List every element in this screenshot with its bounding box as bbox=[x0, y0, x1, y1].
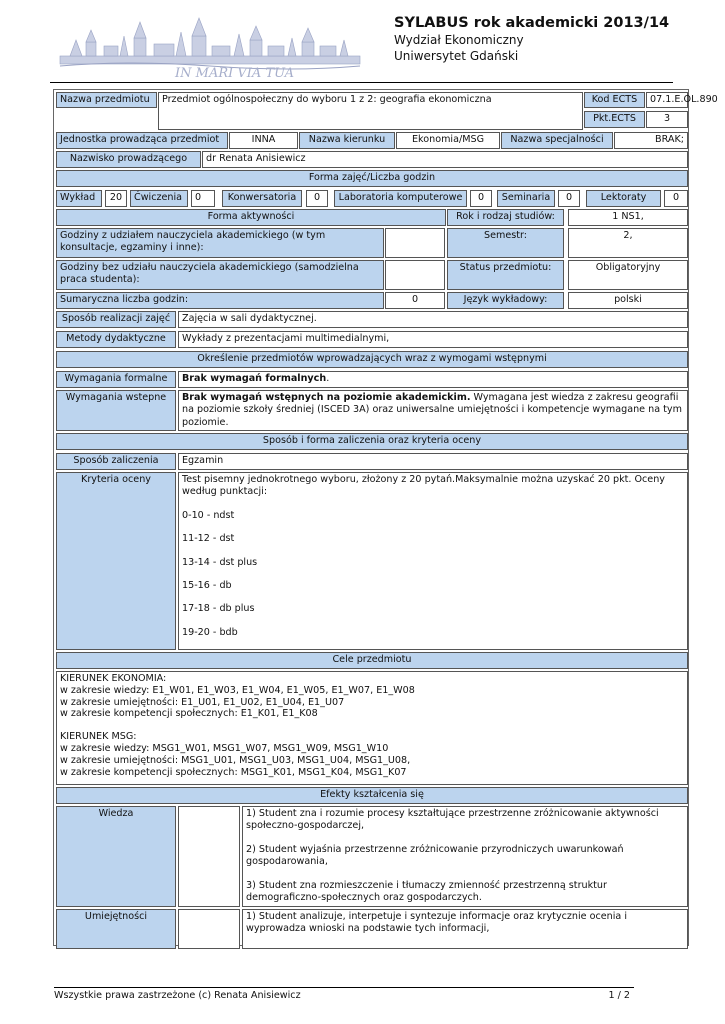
unit-label: Jednostka prowadząca przedmiot bbox=[56, 132, 228, 149]
ects-code: 07.1.E.OL.890 bbox=[646, 92, 688, 108]
goals-line: w zakresie umiejętności: MSG1_U01, MSG1_U03, MSG1_U04, MSG1_U08, bbox=[60, 754, 411, 766]
language-label: Język wykładowy: bbox=[447, 292, 564, 309]
unit-value: INNA bbox=[229, 132, 298, 149]
course-name-label: Nazwa przedmiotu bbox=[56, 92, 157, 108]
goals-economics-title: KIERUNEK EKONOMIA: bbox=[60, 673, 167, 684]
knowledge-codes bbox=[178, 806, 240, 907]
seminars-label: Seminaria bbox=[497, 190, 555, 207]
grade-line: 19-20 - bdb bbox=[182, 626, 238, 638]
specialty-label: Nazwa specjalności bbox=[501, 132, 613, 149]
lecture-label: Wykład bbox=[56, 190, 102, 207]
exercises-hours: 0 bbox=[191, 190, 215, 207]
goals-line: w zakresie wiedzy: E1_W01, E1_W03, E1_W04, E1_W05, E1_W07, E1_W08 bbox=[60, 684, 415, 696]
formal-requirements-label: Wymagania formalne bbox=[56, 371, 176, 388]
lecture-hours: 20 bbox=[105, 190, 127, 207]
criteria-label: Kryteria oceny bbox=[56, 472, 176, 650]
university-logo bbox=[50, 16, 370, 80]
logo-motto: IN MARI VIA TUA bbox=[175, 66, 295, 81]
total-hours-label: Sumaryczna liczba godzin: bbox=[56, 292, 384, 309]
status-value: Obligatoryjny bbox=[568, 260, 688, 290]
knowledge-label: Wiedza bbox=[56, 806, 176, 907]
syllabus-table bbox=[53, 89, 718, 946]
grade-line: 17-18 - db plus bbox=[182, 603, 255, 615]
didactic-methods-value: Wykłady z prezentacjami multimedialnymi, bbox=[178, 331, 688, 348]
lectorates-hours: 0 bbox=[664, 190, 688, 207]
copyright: Wszystkie prawa zastrzeżone (c) Renata Anisiewicz bbox=[54, 990, 301, 1001]
hours-with-teacher-value bbox=[385, 228, 445, 258]
goals-section-title: Cele przedmiotu bbox=[56, 652, 688, 669]
initial-requirements-value: Brak wymagań wstępnych na poziomie akademickim. Wymagana jest wiedza z zakresu geografii na poziomie szkoły średniej (ISCED 3A) oraz uniwersalne umiejętności i kompetencje wymagane na tym poziomie. bbox=[178, 390, 688, 431]
grade-line: 15-16 - db bbox=[182, 580, 232, 592]
lecturer-name: dr Renata Anisiewicz bbox=[202, 151, 688, 168]
header-divider bbox=[50, 82, 673, 83]
semester-value: 2, bbox=[568, 228, 688, 258]
course-name: Przedmiot ogólnospołeczny do wyboru 1 z 2: geografia ekonomiczna bbox=[158, 92, 583, 130]
goals-line: w zakresie kompetencji społecznych: E1_K01, E1_K08 bbox=[60, 708, 318, 720]
lecturer-label: Nazwisko prowadzącego bbox=[56, 151, 201, 168]
ects-code-label: Kod ECTS bbox=[584, 92, 645, 108]
hours-without-teacher-value bbox=[385, 260, 445, 290]
specialty-value: BRAK; bbox=[614, 132, 688, 149]
skills-label: Umiejętności bbox=[56, 909, 176, 949]
goals-line: w zakresie wiedzy: MSG1_W01, MSG1_W07, MSG1_W09, MSG1_W10 bbox=[60, 742, 389, 754]
study-year-value: 1 NS1, bbox=[568, 209, 688, 226]
goals-msg-title: KIERUNEK MSG: bbox=[60, 731, 137, 743]
ects-points-label: Pkt.ECTS bbox=[584, 111, 645, 128]
hours-without-teacher-label: Godziny bez udziału nauczyciela akademickiego (samodzielna praca studenta): bbox=[56, 260, 384, 290]
page-number: 1 / 2 bbox=[608, 990, 630, 1001]
language-value: polski bbox=[568, 292, 688, 309]
activity-form-label: Forma aktywności bbox=[56, 209, 446, 226]
footer-divider bbox=[54, 987, 634, 988]
faculty-name: Wydział Ekonomiczny bbox=[394, 33, 524, 47]
grade-line: 0-10 - ndst bbox=[182, 509, 235, 521]
direction-value: Ekonomia/MSG bbox=[396, 132, 500, 149]
exercises-label: Ćwiczenia bbox=[130, 190, 188, 207]
skills-codes bbox=[178, 909, 240, 949]
university-name: Uniwersytet Gdański bbox=[394, 49, 519, 63]
goals-line: w zakresie umiejętności: E1_U01, E1_U02, E1_U04, E1_U07 bbox=[60, 696, 345, 708]
direction-label: Nazwa kierunku bbox=[299, 132, 395, 149]
lectorates-label: Lektoraty bbox=[586, 190, 661, 207]
computer-lab-hours: 0 bbox=[470, 190, 492, 207]
outcome-item: 1) Student analizuje, interpetuje i syntezuje informacje oraz krytycznie ocenia i wyprowadza wnioski na podstawie tych informacji, bbox=[246, 911, 628, 935]
grade-line: 11-12 - dst bbox=[182, 533, 235, 545]
criteria-value bbox=[178, 472, 688, 650]
syllabus-title: SYLABUS rok akademicki 2013/14 bbox=[394, 15, 670, 31]
semester-label: Semestr: bbox=[447, 228, 564, 258]
goals-line: w zakresie kompetencji społecznych: MSG1_K01, MSG1_K04, MSG1_K07 bbox=[60, 766, 407, 778]
status-label: Status przedmiotu: bbox=[447, 260, 564, 290]
outcome-item: 1) Student zna i rozumie procesy kształtujące przestrzenne zróżnicowanie aktywności społeczno-gospodarczej, bbox=[246, 808, 659, 832]
formal-requirements-value: Brak wymagań formalnych. bbox=[178, 371, 688, 388]
hours-section-title: Forma zajęć/Liczba godzin bbox=[56, 170, 688, 187]
requirements-section-title: Określenie przedmiotów wprowadzających wraz z wymogami wstępnymi bbox=[56, 351, 688, 368]
conversatory-hours: 0 bbox=[306, 190, 328, 207]
computer-lab-label: Laboratoria komputerowe bbox=[334, 190, 467, 207]
total-hours-value: 0 bbox=[385, 292, 445, 309]
knowledge-outcomes bbox=[242, 806, 688, 907]
criteria-intro: Test pisemny jednokrotnego wyboru, złożony z 20 pytań.Maksymalnie można uzyskać 20 pkt. Oceny według punktacji: bbox=[182, 474, 665, 498]
outcome-item: 3) Student zna rozmieszczenie i tłumaczy zmienność przestrzenną struktur demograficzno-społecznych oraz gospodarczych. bbox=[246, 879, 607, 904]
hours-with-teacher-label: Godziny z udziałem nauczyciela akademickiego (w tym konsultacje, egzaminy i inne): bbox=[56, 228, 384, 258]
study-year-label: Rok i rodzaj studiów: bbox=[447, 209, 564, 226]
goals-content bbox=[56, 671, 688, 785]
outcome-item: 2) Student wyjaśnia przestrzenne zróżnicowanie przyrodniczych uwarunkowań gospodarowania, bbox=[246, 843, 624, 868]
initial-requirements-label: Wymagania wstepne bbox=[56, 390, 176, 431]
grade-line: 13-14 - dst plus bbox=[182, 556, 258, 568]
assessment-section-title: Sposób i forma zaliczenia oraz kryteria oceny bbox=[56, 433, 688, 450]
skills-outcomes bbox=[242, 909, 688, 949]
seminars-hours: 0 bbox=[558, 190, 580, 207]
assessment-method-label: Sposób zaliczenia bbox=[56, 453, 176, 470]
conversatory-label: Konwersatoria bbox=[222, 190, 302, 207]
header bbox=[394, 14, 684, 64]
ects-points: 3 bbox=[646, 111, 688, 128]
realization-value: Zajęcia w sali dydaktycznej. bbox=[178, 311, 688, 328]
assessment-method-value: Egzamin bbox=[178, 453, 688, 470]
outcomes-section-title: Efekty kształcenia się bbox=[56, 787, 688, 804]
realization-label: Sposób realizacji zajęć bbox=[56, 311, 176, 328]
didactic-methods-label: Metody dydaktyczne bbox=[56, 331, 176, 348]
